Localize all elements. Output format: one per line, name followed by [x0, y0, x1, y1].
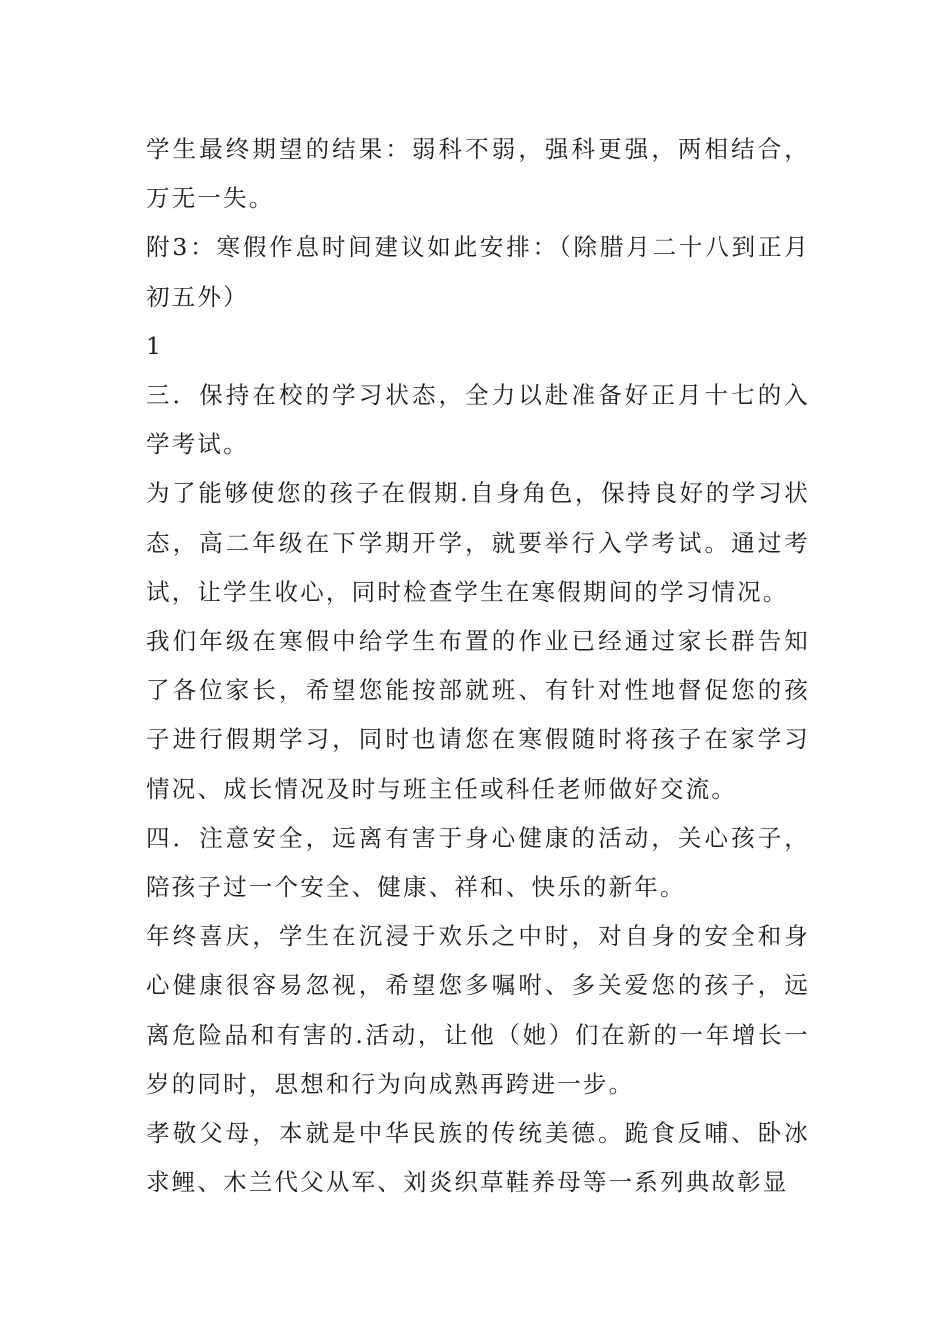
paragraph-number: 1 — [146, 331, 164, 360]
section-heading-3: 三．保持在校的学习状态，全力以赴准备好正月十七的入学考试。 — [146, 381, 810, 459]
paragraph-safety: 年终喜庆，学生在沉浸于欢乐之中时，对自身的安全和身心健康很容易忽视，希望您多嘱咐、多关爱您的孩子，远离危险品和有害的.活动，让他（她）们在新的一年增长一岁的同时，思想和行为向成熟再跨进一步。 — [146, 922, 810, 1098]
document-body — [146, 125, 810, 1207]
paragraph-homework: 我们年级在寒假中给学生布置的作业已经通过家长群告知了各位家长，希望您能按部就班、有针对性地督促您的孩子进行假期学习，同时也请您在寒假随时将孩子在家学习情况、成长情况及时与班主任或科任老师做好交流。 — [146, 627, 810, 803]
paragraph-filial-piety: 孝敬父母，本就是中华民族的传统美德。跪食反哺、卧冰求鲤、木兰代父从军、刘炎织草鞋养母等一系列典故彰显 — [146, 1119, 810, 1197]
paragraph-entrance-exam: 为了能够使您的孩子在假期.自身角色，保持良好的学习状态，高二年级在下学期开学，就要举行入学考试。通过考试，让学生收心，同时检查学生在寒假期间的学习情况。 — [146, 479, 810, 606]
paragraph-appendix-3: 附3：寒假作息时间建议如此安排：（除腊月二十八到正月初五外） — [146, 233, 810, 311]
section-heading-4: 四．注意安全，远离有害于身心健康的活动，关心孩子，陪孩子过一个安全、健康、祥和、快乐的新年。 — [146, 823, 810, 902]
paragraph-result: 学生最终期望的结果：弱科不弱，强科更强，两相结合，万无一失。 — [146, 135, 810, 213]
